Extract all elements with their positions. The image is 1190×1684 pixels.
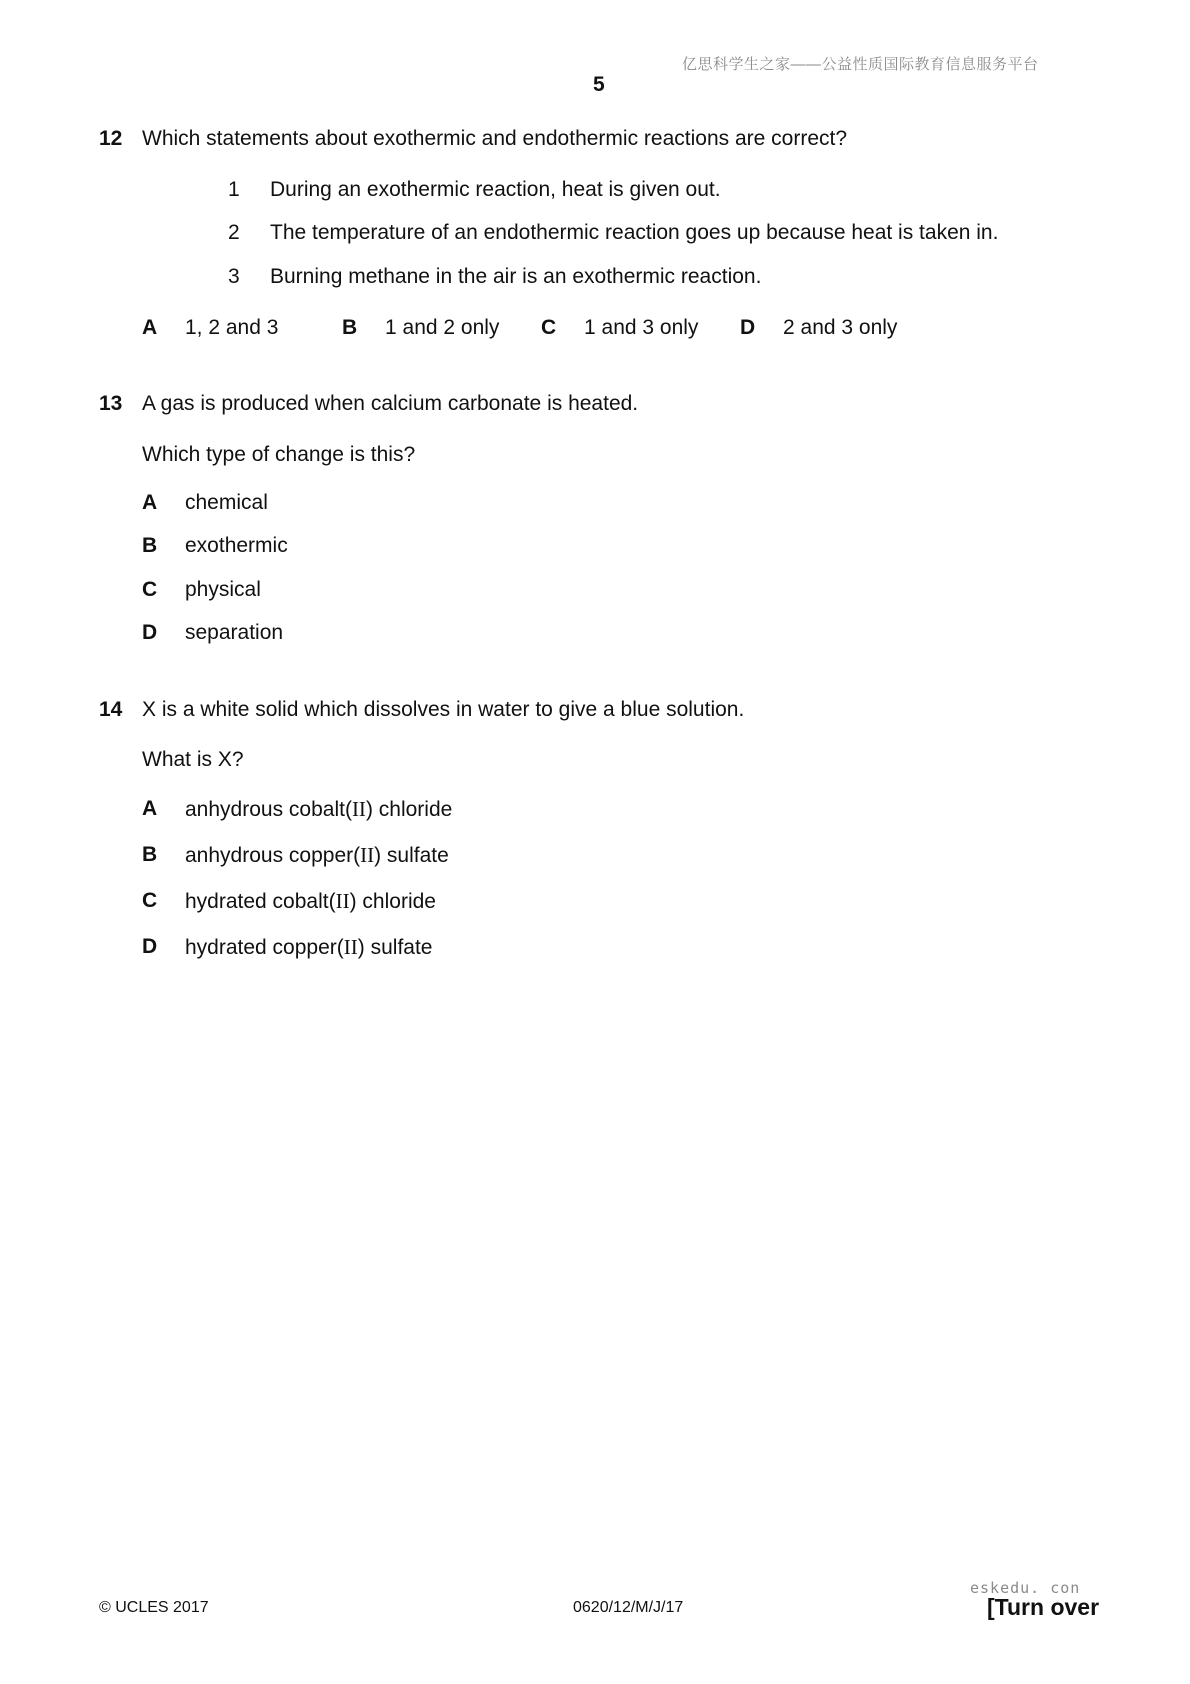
question-13-number: 13: [99, 392, 123, 415]
q12-option-b-letter: B: [342, 316, 358, 339]
q12-option-d-text: 2 and 3 only: [783, 316, 898, 339]
question-13-text: A gas is produced when calcium carbonate is heated.: [142, 392, 639, 415]
footer-watermark: eskedu. con: [970, 1579, 1081, 1597]
q14-option-c-letter: C: [142, 889, 158, 912]
q13-option-c-text: physical: [185, 578, 261, 601]
q14-option-d-letter: D: [142, 935, 158, 958]
question-14-text: X is a white solid which dissolves in water to give a blue solution.: [142, 698, 745, 721]
q14-option-a-letter: A: [142, 797, 158, 820]
question-12-number: 12: [99, 127, 123, 150]
q13-option-a-letter: A: [142, 491, 158, 514]
statement-2-number: 2: [228, 221, 240, 244]
statement-3-text: Burning methane in the air is an exothermic reaction.: [270, 265, 762, 288]
q12-option-c-text: 1 and 3 only: [584, 316, 699, 339]
q12-option-a-letter: A: [142, 316, 158, 339]
q13-option-b-text: exothermic: [185, 534, 288, 557]
q13-option-d-letter: D: [142, 621, 158, 644]
q12-option-a-text: 1, 2 and 3: [185, 316, 279, 339]
q13-option-a-text: chemical: [185, 491, 268, 514]
page-number: 5: [593, 73, 605, 96]
statement-3-number: 3: [228, 265, 240, 288]
q13-option-d-text: separation: [185, 621, 284, 644]
question-14-number: 14: [99, 698, 123, 721]
header-watermark: 亿思科学生之家——公益性质国际教育信息服务平台: [682, 56, 1039, 73]
statement-2-text: The temperature of an endothermic reaction goes up because heat is taken in.: [270, 221, 999, 244]
q12-option-b-text: 1 and 2 only: [385, 316, 500, 339]
question-13-subtext: Which type of change is this?: [142, 443, 416, 466]
footer-copyright: © UCLES 2017: [99, 1599, 209, 1616]
turn-over-label: [Turn over: [987, 1594, 1100, 1620]
statement-1-text: During an exothermic reaction, heat is given out.: [270, 178, 721, 201]
q14-option-b-letter: B: [142, 843, 158, 866]
q13-option-c-letter: C: [142, 578, 158, 601]
q14-option-b-text: anhydrous copper(II) sulfate: [185, 843, 449, 867]
q14-option-a-text: anhydrous cobalt(II) chloride: [185, 797, 453, 821]
q12-option-c-letter: C: [541, 316, 557, 339]
question-14-subtext: What is X?: [142, 748, 244, 771]
statement-1-number: 1: [228, 178, 240, 201]
footer-paper-code: 0620/12/M/J/17: [573, 1599, 684, 1616]
question-12-text: Which statements about exothermic and endothermic reactions are correct?: [142, 127, 848, 150]
q14-option-c-text: hydrated cobalt(II) chloride: [185, 889, 436, 913]
q12-option-d-letter: D: [740, 316, 756, 339]
q13-option-b-letter: B: [142, 534, 158, 557]
q14-option-d-text: hydrated copper(II) sulfate: [185, 935, 433, 959]
